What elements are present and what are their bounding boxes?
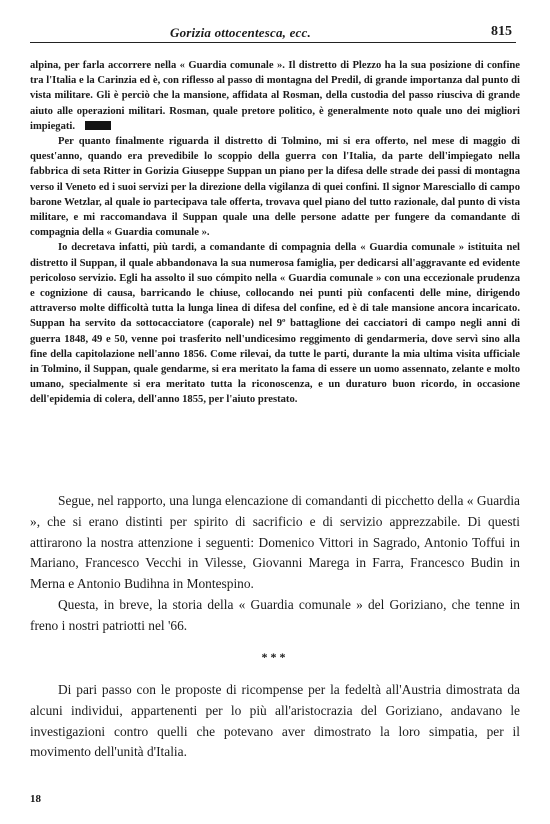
- report-paragraph: [30, 58, 520, 134]
- body-paragraph: Di pari passo con le proposte di ricompense per la fedeltà all'Austria dimostrata da alcuni individui, appartenenti per lo più all'aristocrazia del Goriziano, andavano le investigazioni contro quelli che potevano aver dimostrato la loro simpatia, per il movimento dell'unità d'Italia.: [30, 682, 520, 760]
- body-text: [30, 491, 520, 637]
- final-text: [30, 680, 520, 763]
- body-paragraph: Segue, nel rapporto, una lunga elencazione di comandanti di picchetto della « Guardia », che si erano distinti per spirito di sacrificio e di servizio apprezzabile. Di questi attirarono la nostra attenzione i seguenti: Domenico Vittori in Sagrado, Antonio Toffui in Mariano, Francesco Vecchi in Vilesse, Giovanni Marega in Farra, Francesco Budin in Merna e Antonio Budihna in Montespino.: [30, 493, 520, 592]
- section-separator: ***: [261, 650, 289, 664]
- page-number: 815: [491, 24, 512, 39]
- signature-mark: 18: [30, 793, 41, 805]
- report-paragraph-text: alpina, per farla accorrere nella « Guardia comunale ». Il distretto di Plezzo ha la sua posizione di confine tra l'Italia e la Carinzia ed è, con riflesso al passo di montagna del Predil, di grande importanza dal punto di vista militare. Gli è perciò che la mansione, affidata al Rosman, della custodia del passo riusciva di grande aiuto alle operazioni militari. Rosman, quale pretore politico, è generalmente noto quale uno dei migliori impiegati.: [30, 60, 520, 132]
- ink-blot: [85, 121, 111, 130]
- running-title: Gorizia ottocentesca, ecc.: [170, 25, 311, 40]
- body-paragraph: Questa, in breve, la storia della « Guardia comunale » del Goriziano, che tenne in freno i nostri patriotti nel '66.: [30, 596, 520, 633]
- report-paragraph: Io decretava infatti, più tardi, a comandante di compagnia della « Guardia comunale » istituita nel distretto il Suppan, il quale abbandonava la sua numerosa famiglia, per dedicarsi all'aggravante ed evidente pericoloso servizio. Egli ha assolto il suo cómpito nella « Guardia comunale » con una eccezionale prudenza e cognizione di causa, barricando le chiuse, collocando nei punti più confacenti delle mine, dirigendo attraverso molte difficoltà tutta la lunga linea di difesa del confine, ed è di tale mansione ancora incaricato. Suppan ha servito da sottocacciatore (caporale) nel 9º battaglione dei cacciatori di campo negli anni di guerra 1848, 49 e 50, venne poi trasferito nell'undicesimo reggimento di gendarmeria, dove servì sino alla fine della capitolazione nell'anno 1856. Come rilevai, da tutte le parti, durante la mia ultima visita ufficiale in Tolmino, il Suppan, quale gendarme, si era meritato la fama di essere un uomo assennato, zelante e molto umano, specialmente si era meritato tutta la riconoscenza, e un duraturo buon ricordo, in occasione dell'epidemia di colera, dell'anno 1855, per l'aiuto prestato.: [30, 242, 520, 406]
- quoted-report-text: [30, 58, 520, 408]
- page-header: [30, 22, 516, 43]
- report-paragraph: Per quanto finalmente riguarda il distretto di Tolmino, mi si era offerto, nel mese di maggio di quest'anno, quando era prevedibile lo scoppio della guerra con l'Italia, da parte dell'impiegato nella fabbrica di seta Ritter in Gorizia Giuseppe Suppan un piano per la difesa delle strade dei passi di montagna verso il Veneto ed i suoi servizi per la direzione della vigilanza di quei confini. Il signor Maresciallo di campo barone Wetzlar, al quale io partecipava tale offerta, trovava quel piano del tutto razionale, dal punto di vista militare, e mi raccomandava il Suppan quale una delle persone adatte per fungere da comandante di compagnia della « Guardia comunale ».: [30, 136, 520, 239]
